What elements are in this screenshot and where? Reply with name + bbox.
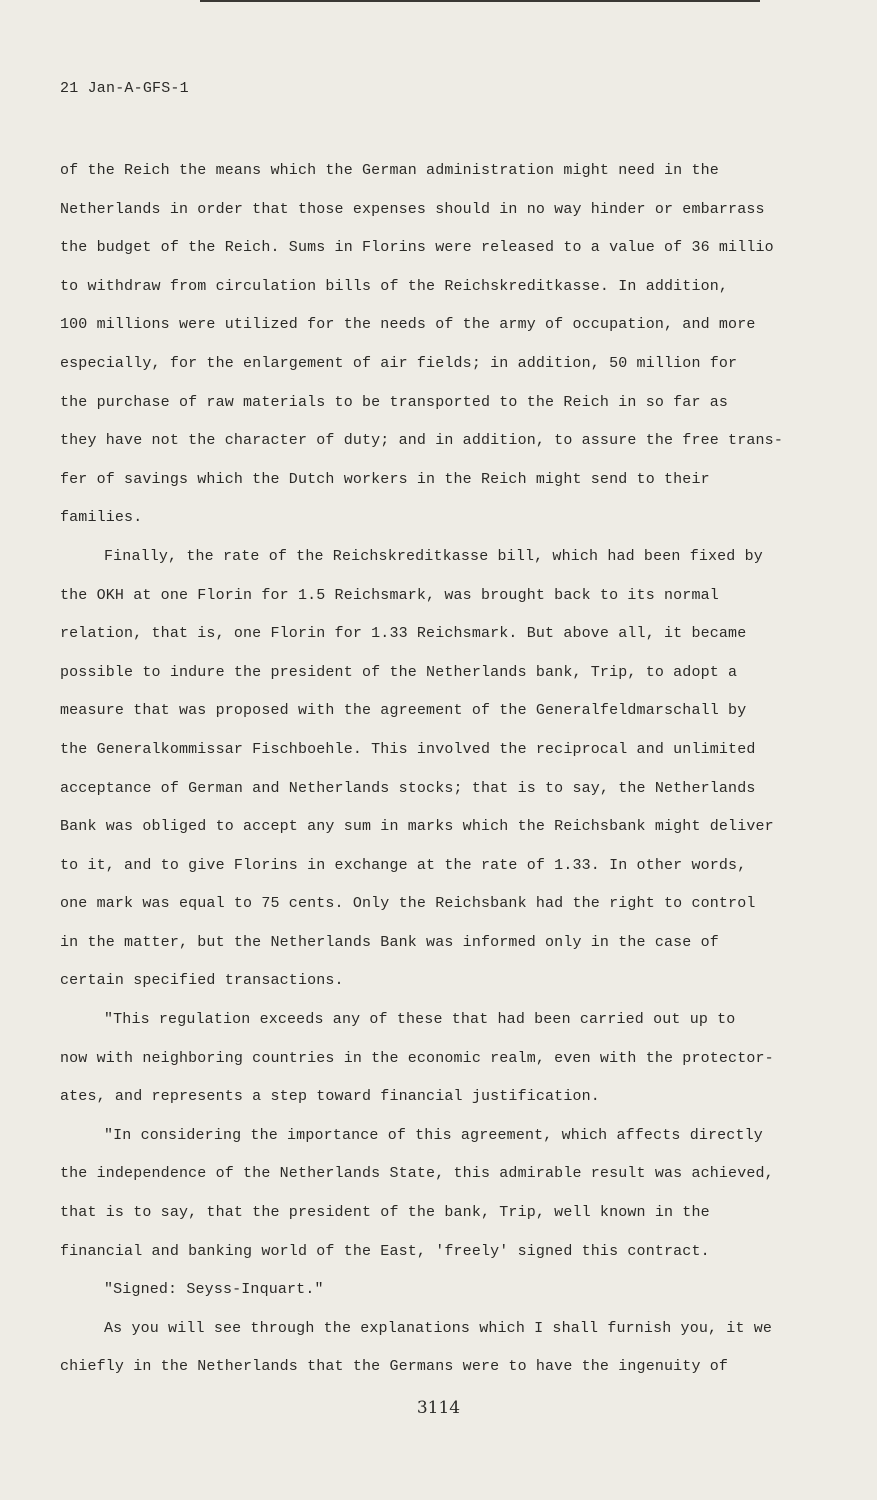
document-body — [60, 152, 820, 1387]
text-line: that is to say, that the president of the bank, Trip, well known in the — [60, 1204, 710, 1222]
text-line: to withdraw from circulation bills of the Reichskreditkasse. In addition, — [60, 277, 729, 295]
text-line: especially, for the enlargement of air fields; in addition, 50 million for — [60, 354, 738, 372]
text-line: fer of savings which the Dutch workers in the Reich might send to their — [60, 470, 710, 488]
text-line: possible to indure the president of the Netherlands bank, Trip, to adopt a — [60, 663, 738, 681]
text-line: "In considering the importance of this agreement, which affects directly — [104, 1126, 763, 1144]
text-line: "This regulation exceeds any of these that had been carried out up to — [104, 1011, 736, 1029]
text-line: measure that was proposed with the agreement of the Generalfeldmarschall by — [60, 702, 747, 720]
text-line: to it, and to give Florins in exchange at the rate of 1.33. In other words, — [60, 856, 747, 874]
top-edge-rule — [200, 0, 760, 2]
text-line: the budget of the Reich. Sums in Florins were released to a value of 36 millio — [60, 239, 774, 257]
text-line: "Signed: Seyss-Inquart." — [104, 1281, 324, 1299]
text-line: financial and banking world of the East, 'freely' signed this contract. — [60, 1242, 710, 1260]
document-header: 21 Jan-A-GFS-1 — [60, 80, 189, 97]
text-line: now with neighboring countries in the economic realm, even with the protector- — [60, 1049, 774, 1067]
text-line: chiefly in the Netherlands that the Germans were to have the ingenuity of — [60, 1358, 729, 1376]
text-line: of the Reich the means which the German administration might need in the — [60, 162, 719, 179]
text-line: certain specified transactions. — [60, 972, 344, 990]
text-line: acceptance of German and Netherlands stocks; that is to say, the Netherlands — [60, 779, 756, 797]
text-line: Finally, the rate of the Reichskreditkasse bill, which had been fixed by — [104, 547, 763, 565]
text-line: they have not the character of duty; and in addition, to assure the free trans- — [60, 432, 783, 450]
text-line: Netherlands in order that those expenses should in no way hinder or embarrass — [60, 200, 765, 218]
page-number: 3114 — [416, 1398, 461, 1418]
text-line: families. — [60, 509, 143, 527]
text-line: the purchase of raw materials to be transported to the Reich in so far as — [60, 393, 729, 411]
text-line: in the matter, but the Netherlands Bank was informed only in the case of — [60, 933, 719, 951]
text-line: As you will see through the explanations which I shall furnish you, it we — [104, 1319, 773, 1337]
text-line: 100 millions were utilized for the needs of the army of occupation, and more — [60, 316, 756, 334]
text-line: the Generalkommissar Fischboehle. This involved the reciprocal and unlimited — [60, 740, 756, 758]
text-line: ates, and represents a step toward financial justification. — [60, 1088, 600, 1106]
text-line: one mark was equal to 75 cents. Only the Reichsbank had the right to control — [60, 895, 756, 913]
text-line: relation, that is, one Florin for 1.33 Reichsmark. But above all, it became — [60, 625, 747, 643]
text-line: Bank was obliged to accept any sum in marks which the Reichsbank might deliver — [60, 818, 774, 836]
text-line: the independence of the Netherlands State, this admirable result was achieved, — [60, 1165, 774, 1183]
text-line: the OKH at one Florin for 1.5 Reichsmark, was brought back to its normal — [60, 586, 719, 604]
